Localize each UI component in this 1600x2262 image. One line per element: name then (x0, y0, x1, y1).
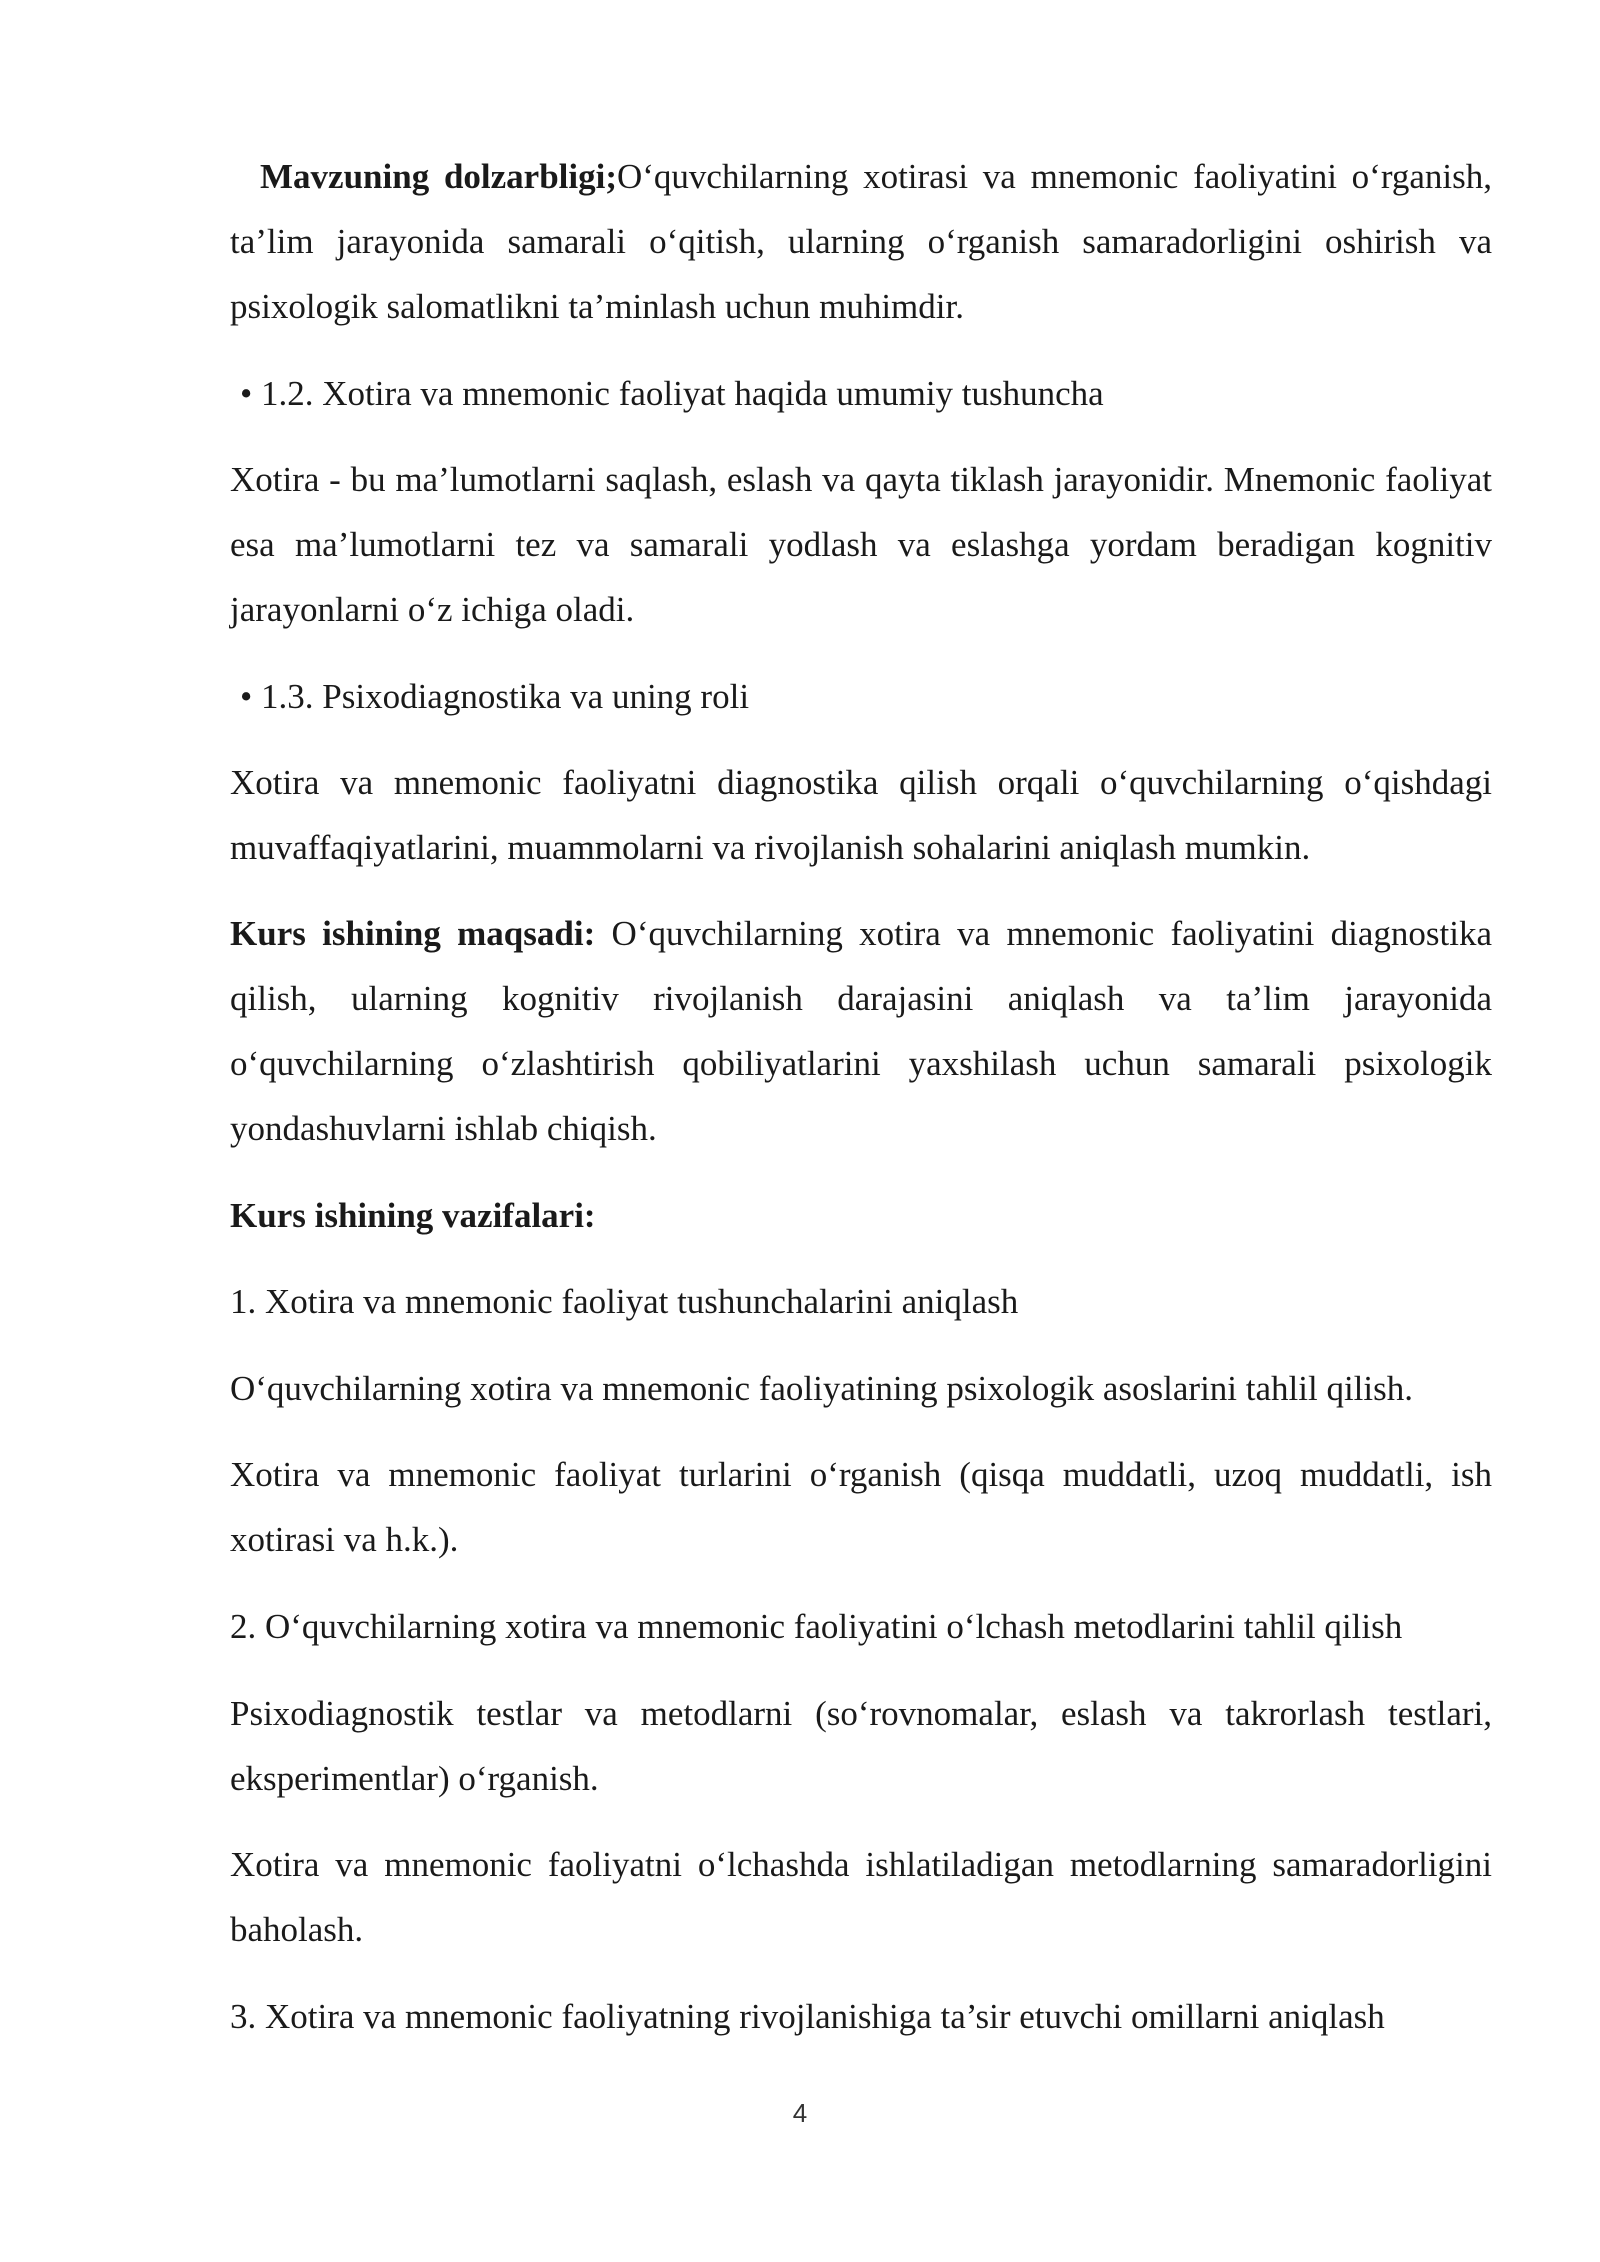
relevance-paragraph (230, 144, 1492, 339)
task-1-heading: 1. Xotira va mnemonic faoliyat tushunchalarini aniqlash (230, 1282, 1019, 1321)
section-1-2-heading: • 1.2. Xotira va mnemonic faoliyat haqida umumiy tushuncha (240, 374, 1104, 413)
goal-paragraph (230, 901, 1492, 1161)
goal-heading: Kurs ishining maqsadi: (230, 914, 596, 953)
task-1-item-a: O‘quvchilarning xotira va mnemonic faoliyatining psixologik asoslarini tahlil qilish. (230, 1369, 1413, 1408)
task-1-item-b: Xotira va mnemonic faoliyat turlarini o‘rganish (qisqa muddatli, uzoq muddatli, ish xotirasi va h.k.). (230, 1455, 1492, 1559)
task-2-heading: 2. O‘quvchilarning xotira va mnemonic faoliyatini o‘lchash metodlarini tahlil qilish (230, 1607, 1403, 1646)
page-number: 4 (792, 2098, 808, 2128)
task-2-item-a: Psixodiagnostik testlar va metodlarni (so‘rovnomalar, eslash va takrorlash testlari, eksperimentlar) o‘rganish. (230, 1694, 1492, 1798)
goal-text: O‘quvchilarning xotira va mnemonic faoliyatini diagnostika qilish, ularning kognitiv rivojlanish darajasini aniqlash va ta’lim jarayonida o‘quvchilarning o‘zlashtirish qobiliyatlarini yaxshilash uchun samarali psixologik yondashuvlarni ishlab chiqish. (230, 914, 1493, 1148)
psychodiagnostics-paragraph: Xotira va mnemonic faoliyatni diagnostika qilish orqali o‘quvchilarning o‘qishdagi muvaffaqiyatlarini, muammolarni va rivojlanish sohalarini aniqlash mumkin. (230, 763, 1492, 867)
memory-definition-paragraph: Xotira - bu ma’lumotlarni saqlash, eslash va qayta tiklash jarayonidir. Mnemonic faoliyat esa ma’lumotlarni tez va samarali yodlash va eslashga yordam beradigan kognitiv jarayonlarni o‘z ichiga oladi. (230, 460, 1492, 629)
task-3-heading: 3. Xotira va mnemonic faoliyatning rivojlanishiga ta’sir etuvchi omillarni aniqlash (230, 1997, 1385, 2036)
section-1-3-heading: • 1.3. Psixodiagnostika va uning roli (240, 677, 750, 716)
relevance-text: O‘quvchilarning xotirasi va mnemonic faoliyatini o‘rganish, ta’lim jarayonida samarali o‘qitish, ularning o‘rganish samaradorligini oshirish va psixologik salomatlikni ta’minlash uchun muhimdir. (230, 157, 1492, 326)
relevance-heading: Mavzuning dolzarbligi; (260, 157, 617, 196)
tasks-heading: Kurs ishining vazifalari: (230, 1196, 596, 1235)
task-2-item-b: Xotira va mnemonic faoliyatni o‘lchashda ishlatiladigan metodlarning samaradorligini baholash. (230, 1845, 1492, 1949)
